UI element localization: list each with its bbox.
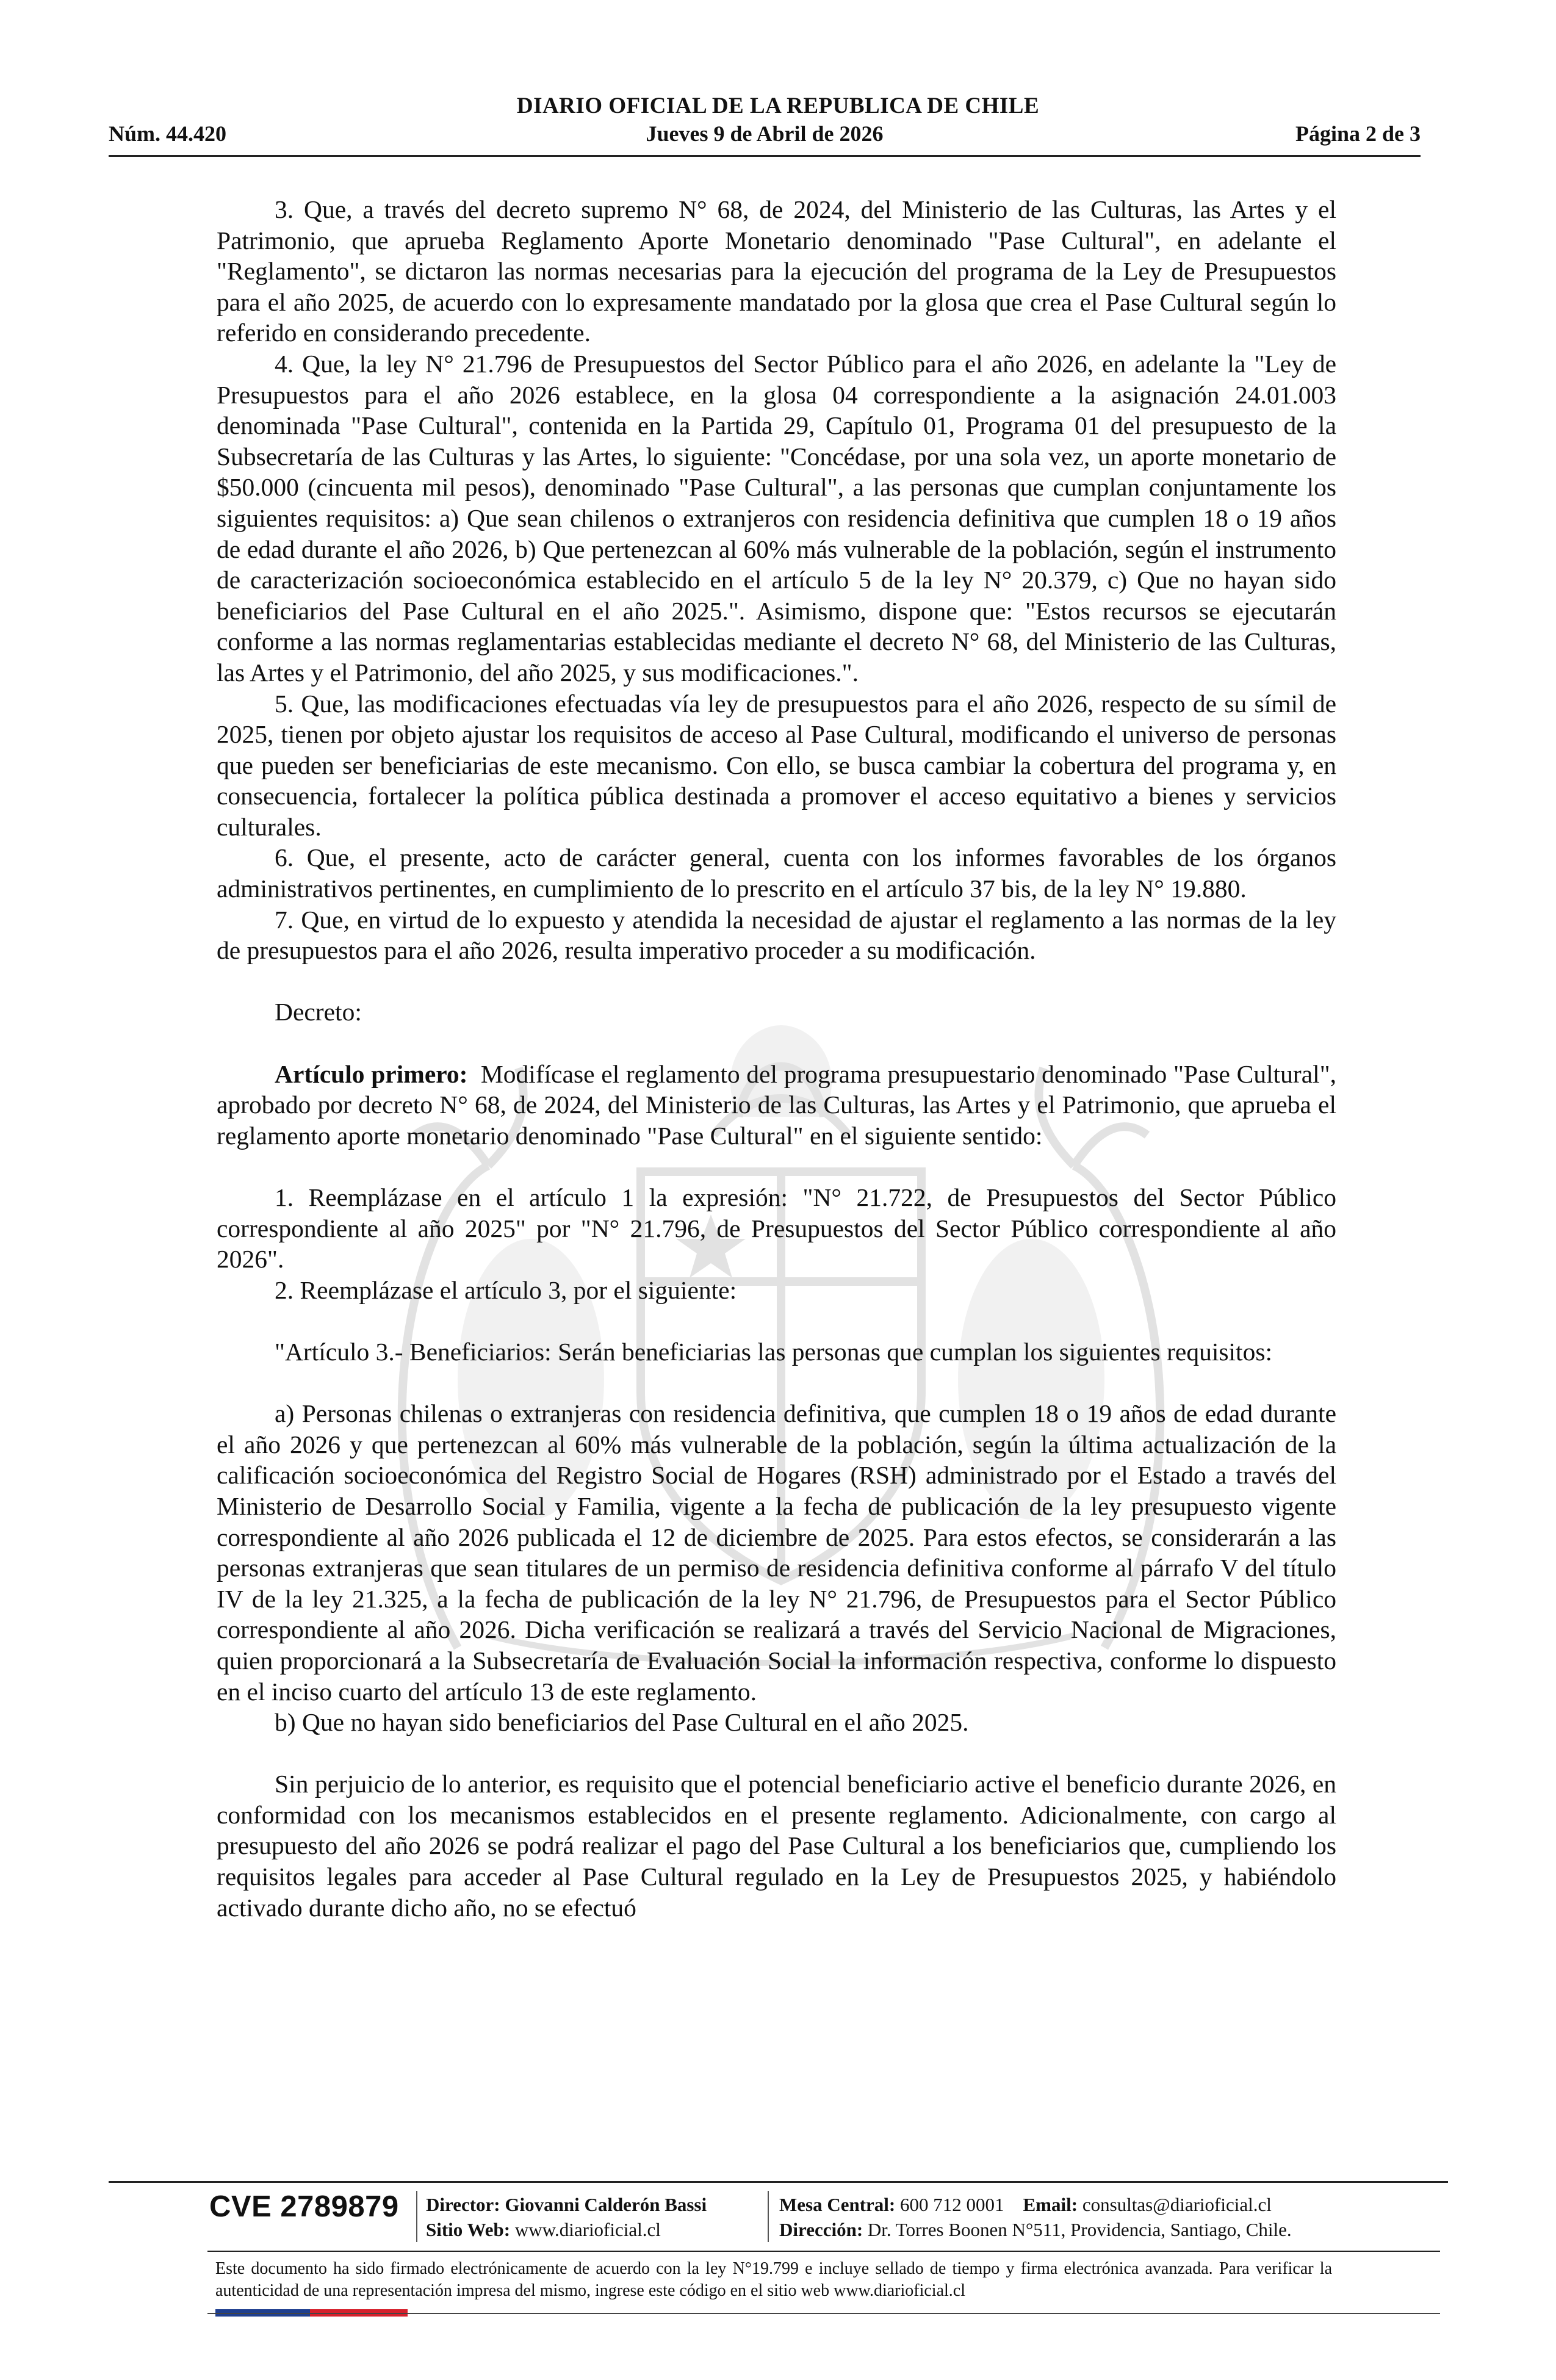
considerando-6: 6. Que, el presente, acto de carácter general, cuenta con los informes favorables de los órganos administrativos pertinentes, en cumplimiento de lo prescrito en el artículo 37 bis, de la ley N° 19.880. bbox=[217, 843, 1336, 903]
considerando-7: 7. Que, en virtud de lo expuesto y atendida la necesidad de ajustar el reglamento a las normas de la ley de presupuestos para el año 2026, resulta imperativo proceder a su modificación. bbox=[217, 905, 1336, 965]
email-label: Email: bbox=[1023, 2194, 1078, 2215]
director-name: Giovanni Calderón Bassi bbox=[505, 2194, 707, 2215]
cve-code: CVE 2789879 bbox=[209, 2190, 399, 2223]
considerando-3: 3. Que, a través del decreto supremo N° 68, de 2024, del Ministerio de las Culturas, las Artes y el Patrimonio, que aprueba Reglamento Aporte Monetario denominado "Pase Cultural", en adelante el "Reglamento", se dictaron las normas necesarias para la ejecución del programa de la Ley de Presupuestos para el año 2025, de acuerdo con lo expresamente mandatado por la glosa que crea el Pase Cultural según lo referido en considerando precedente. bbox=[217, 195, 1336, 347]
modification-item-1: 1. Reemplázase en el artículo 1 la expresión: "N° 21.722, de Presupuestos del Sector Público correspondiente al año 2025" por "N° 21.796, de Presupuestos del Sector Público correspondiente al año 2026". bbox=[217, 1183, 1336, 1274]
considerando-5: 5. Que, las modificaciones efectuadas vía ley de presupuestos para el año 2026, respecto de su símil de 2025, tienen por objeto ajustar los requisitos de acceso al Pase Cultural, modificando el universo de personas que pueden ser beneficiarias de este mecanismo. Con ello, se busca cambiar la cobertura del programa y, en consecuencia, fortalecer la política pública destinada a promover el acceso equitativo a bienes y servicios culturales. bbox=[217, 689, 1336, 841]
issue-date: Jueves 9 de Abril de 2026 bbox=[646, 121, 884, 146]
issue-number: Núm. 44.420 bbox=[109, 121, 227, 146]
newspaper-title: DIARIO OFICIAL DE LA REPUBLICA DE CHILE bbox=[516, 93, 1040, 118]
modification-item-2: 2. Reemplázase el artículo 3, por el siguiente: bbox=[275, 1275, 737, 1304]
requisito-b: b) Que no hayan sido beneficiarios del Pase Cultural en el año 2025. bbox=[275, 1708, 969, 1737]
articulo-3-heading: "Artículo 3.- Beneficiarios: Serán beneficiarias las personas que cumplan los siguientes requisitos: bbox=[275, 1337, 1272, 1366]
signature-note: Este documento ha sido firmado electrónicamente de acuerdo con la ley N°19.799 e incluye sellado de tiempo y firma electrónica avanzada. Para verificar la autenticidad de una representación impresa del mismo, ingrese este código en el sitio web www.diarioficial.cl bbox=[215, 2259, 1332, 2300]
page-number: Página 2 de 3 bbox=[1295, 121, 1421, 146]
footer-divider bbox=[768, 2191, 769, 2242]
footer-director-block bbox=[426, 2192, 707, 2242]
header-row bbox=[109, 121, 1421, 151]
address-value: Dr. Torres Boonen N°511, Providencia, Santiago, Chile. bbox=[867, 2219, 1292, 2240]
site-link[interactable]: www.diarioficial.cl bbox=[514, 2219, 661, 2240]
address-label: Dirección: bbox=[779, 2219, 863, 2240]
articulo-primero-text: Modifícase el reglamento del programa presupuestario denominado "Pase Cultural", aprobado por decreto N° 68, de 2024, del Ministerio de las Culturas, las Artes y el Patrimonio, que aprueba el reglamento aporte monetario denominado "Pase Cultural" en el siguiente sentido: bbox=[217, 1059, 1337, 1150]
director-label: Director: bbox=[426, 2194, 500, 2215]
decreto-heading: Decreto: bbox=[275, 998, 362, 1026]
requisito-a: a) Personas chilenas o extranjeras con residencia definitiva, que cumplen 18 o 19 años de edad durante el año 2026 y que pertenezcan al 60% más vulnerable de la población, según la última actualización de la calificación socioeconómica del Registro Social de Hogares (RSH) administrado por el Estado a través del Ministerio de Desarrollo Social y Familia, vigente a la fecha de publicación de la ley presupuesto vigente correspondiente al año 2026 publicada el 12 de diciembre de 2025. Para estos efectos, se considerarán a las personas extranjeras que sean titulares de un permiso de residencia definitiva conforme al párrafo V del título IV de la ley 21.325, a la fecha de publicación de la ley N° 21.796, de Presupuestos para el Sector Público correspondiente al año 2026. Dicha verificación se realizará a través del Servicio Nacional de Migraciones, quien proporcionará a la Subsecretaría de Evaluación Social la información respectiva, conforme lo dispuesto en el inciso cuarto del artículo 13 de este reglamento. bbox=[217, 1399, 1336, 1706]
mesa-label: Mesa Central: bbox=[779, 2194, 896, 2215]
site-label: Sitio Web: bbox=[426, 2219, 511, 2240]
header-rule bbox=[109, 155, 1421, 157]
document-body bbox=[217, 194, 1336, 1923]
phone-number: 600 712 0001 bbox=[900, 2194, 1004, 2215]
articulo-primero-label: Artículo primero: bbox=[275, 1059, 468, 1088]
footer-contact-block bbox=[779, 2192, 1292, 2242]
email-link[interactable]: consultas@diarioficial.cl bbox=[1082, 2194, 1272, 2215]
footer-rule-2 bbox=[207, 2251, 1440, 2252]
footer-rule-3 bbox=[207, 2313, 1440, 2314]
footer-divider bbox=[416, 2191, 417, 2242]
sin-perjuicio-paragraph: Sin perjuicio de lo anterior, es requisito que el potencial beneficiario active el beneficio durante 2026, en conformidad con los mecanismos establecidos en el presente reglamento. Adicionalmente, con cargo al presupuesto del año 2026 se podrá realizar el pago del Pase Cultural a los beneficiarios que, cumpliendo los requisitos legales para acceder al Pase Cultural regulado en la Ley de Presupuestos 2025, y habiéndolo activado durante dicho año, no se efectuó bbox=[217, 1770, 1336, 1922]
considerando-4: 4. Que, la ley N° 21.796 de Presupuestos del Sector Público para el año 2026, en adelante la "Ley de Presupuestos para el año 2026 establece, en la glosa 04 correspondiente a la asignación 24.01.003 denominada "Pase Cultural", contenida en la Partida 29, Capítulo 01, Programa 01 del presupuesto de la Subsecretaría de las Culturas y las Artes, lo siguiente: "Concédase, por una sola vez, un aporte monetario de $50.000 (cincuenta mil pesos), denominado "Pase Cultural", a las personas que cumplan conjuntamente los siguientes requisitos: a) Que sean chilenos o extranjeros con residencia definitiva que cumplen 18 o 19 años de edad durante el año 2026, b) Que pertenezcan al 60% más vulnerable de la población, según el instrumento de caracterización socioeconómica establecido en el artículo 5 de la ley N° 20.379, c) Que no hayan sido beneficiarios del Pase Cultural en el año 2025.". Asimismo, dispone que: "Estos recursos se ejecutarán conforme a las normas reglamentarias establecidas mediante el decreto N° 68, del Ministerio de las Culturas, las Artes y el Patrimonio, del año 2025, y sus modificaciones.". bbox=[217, 349, 1336, 687]
articulo-primero bbox=[217, 1059, 1336, 1152]
footer-rule bbox=[109, 2181, 1448, 2183]
